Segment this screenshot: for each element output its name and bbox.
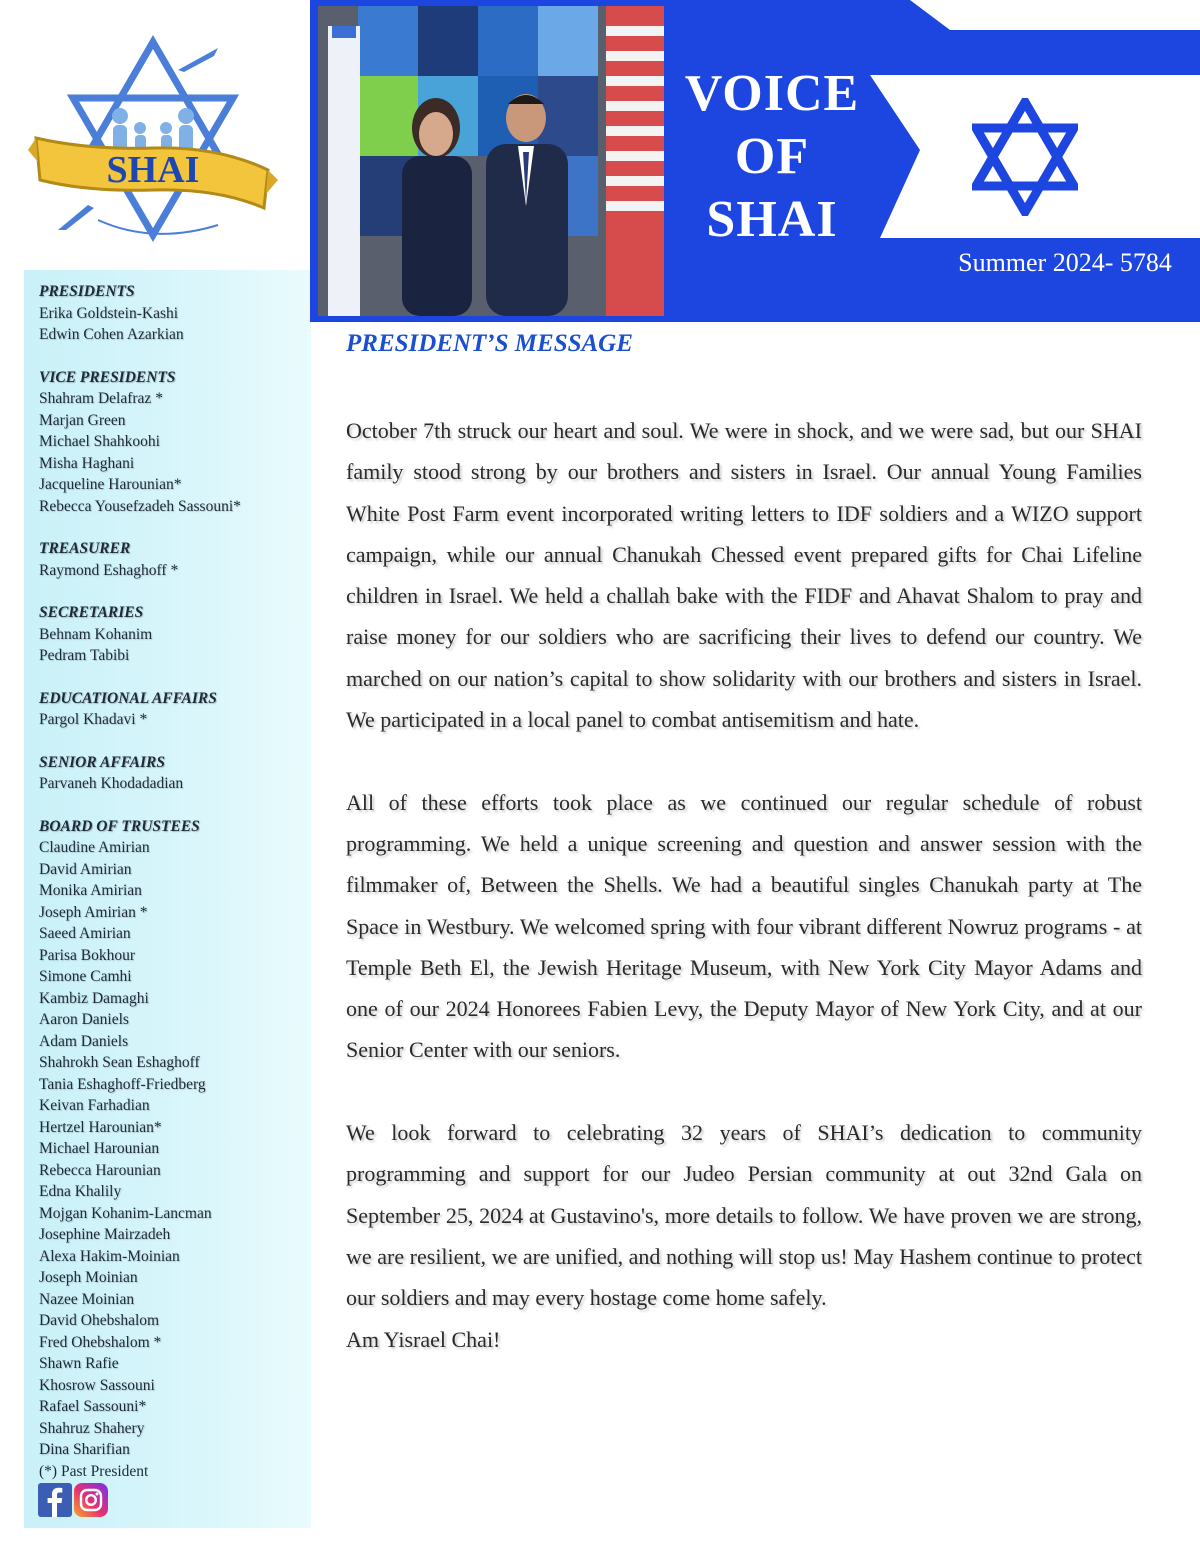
trustee-name: Khosrow Sassouni [39,1376,155,1394]
trustee-name: Simone Camhi [39,968,132,985]
article-paragraph: October 7th struck our heart and soul. We were in shock, and we were sad, but our SHAI family stood strong by our brothers and sisters in Israel. Our annual Young Families White Post Farm event incorporated writing letters to IDF soldiers and a WIZO support campaign, while our annual Chanukah Chessed event prepared gifts for Chai Lifeline children in Israel. We held a challah bake with the FIDF and Ahavat Shalom to pray and raise money for our soldiers who are sacrificing their lives to defend our country. We marched on our nation’s capital to show solidarity with our brothers and sisters in Israel. We participated in a local panel to combat antisemitism and hate. [346,418,1142,733]
trustee-name: Hertzel Harounian* [39,1118,162,1136]
trustee-name: David Amirian [39,860,132,878]
trustee-name: Monika Amirian [39,882,142,899]
facebook-icon[interactable] [38,1483,72,1517]
name: Michael Shahkoohi [39,433,160,450]
section-title-vice-presidents: VICE PRESIDENTS [39,368,176,386]
name: Raymond Eshaghoff * [39,561,179,579]
shai-logo [28,30,278,255]
newsletter-title [672,62,872,251]
name: Marjan Green [39,411,126,429]
trustee-name: Adam Daniels [39,1032,129,1050]
article-closing: Am Yisrael Chai! [346,1326,501,1352]
trustee-name: Edna Khalily [39,1183,122,1200]
section-title-secretaries: SECRETARIES [39,604,144,621]
instagram-icon[interactable] [74,1483,108,1517]
social-links [38,1483,108,1517]
trustee-name: David Ohebshalom [39,1312,160,1329]
trustee-name: Joseph Amirian * [39,903,148,921]
trustee-name: Alexa Hakim-Moinian [39,1247,180,1265]
trustee-name: Claudine Amirian [39,839,150,856]
section-title-board-of-trustees: BOARD OF TRUSTEES [39,817,200,835]
name: Behnam Kohanim [39,625,153,643]
name: Misha Haghani [39,454,135,472]
name: Shahram Delafraz * [39,390,163,407]
trustee-name: Keivan Farhadian [39,1097,150,1114]
name: Jacqueline Harounian* [39,476,182,493]
trustee-name: Joseph Moinian [39,1269,138,1286]
trustee-list [39,837,304,1461]
trustee-name: Josephine Mairzadeh [39,1226,171,1243]
name: Parvaneh Khodadadian [39,775,184,792]
trustee-name: Mojgan Kohanim-Lancman [39,1204,212,1222]
sidebar [24,270,311,1528]
trustee-name: Fred Ohebshalom * [39,1333,162,1351]
trustee-name: Aaron Daniels [39,1011,129,1028]
section-title-senior-affairs: SENIOR AFFAIRS [39,753,165,771]
title-line-voice: VOICE [684,65,860,122]
edition-label: Summer 2024- 5784 [958,248,1172,277]
name: Rebecca Yousefzadeh Sassouni* [39,497,241,515]
title-line-of: OF [734,128,810,185]
sidebar-content [39,281,304,1482]
star-of-david-icon [972,98,1078,216]
trustee-name: Nazee Moinian [39,1290,135,1308]
trustee-name: Rafael Sassouni* [39,1398,147,1415]
section-title-presidents: PRESIDENTS [39,283,135,300]
name: Erika Goldstein-Kashi [39,304,179,322]
header-photo [318,6,664,316]
trustee-name: Shahruz Shahery [39,1419,145,1437]
trustee-name: Parisa Bokhour [39,946,136,964]
trustee-name: Michael Harounian [39,1140,160,1157]
trustee-name: Dina Sharifian [39,1441,130,1458]
trustee-name: Shawn Rafie [39,1355,119,1372]
trustee-name: Rebecca Harounian [39,1161,161,1179]
title-line-shai: SHAI [706,191,838,248]
trustee-name: Saeed Amirian [39,925,131,942]
logo-graphic [28,30,278,255]
article-body [346,410,1142,1360]
trustee-name: Shahrokh Sean Eshaghoff [39,1054,200,1071]
name: Edwin Cohen Azarkian [39,326,184,343]
article-paragraph: We look forward to celebrating 32 years of SHAI’s dedication to community programming and support for our Judeo Persian community at out 32nd Gala on September 25, 2024 at Gustavino's, more details to follow. We have proven we are strong, we are resilient, we are unified, and nothing will stop us! May Hashem continue to protect our soldiers and may every hostage come home safely. [346,1120,1142,1311]
trustee-name: Tania Eshaghoff-Friedberg [39,1075,206,1093]
name: Pargol Khadavi * [39,711,148,728]
article-title: PRESIDENT’S MESSAGE [346,330,633,357]
article-paragraph: All of these efforts took place as we continued our regular schedule of robust programming. We held a unique screening and question and answer session with the filmmaker of, Between the Shells. We had a beautiful singles Chanukah party at The Space in Westbury. We welcomed spring with four vibrant different Nowruz programs - at Temple Beth El, the Jewish Heritage Museum, with New York City Mayor Adams and one of our 2024 Honorees Fabien Levy, the Deputy Mayor of New York City, and at our Senior Center with our seniors. [346,789,1142,1063]
section-title-educational-affairs: EDUCATIONAL AFFAIRS [39,689,217,707]
name: Pedram Tabibi [39,647,130,664]
section-title-treasurer: TREASURER [39,540,131,557]
trustee-name: Kambiz Damaghi [39,989,149,1007]
past-president-footnote: (*) Past President [39,1462,149,1480]
logo-text: SHAI [106,149,200,191]
